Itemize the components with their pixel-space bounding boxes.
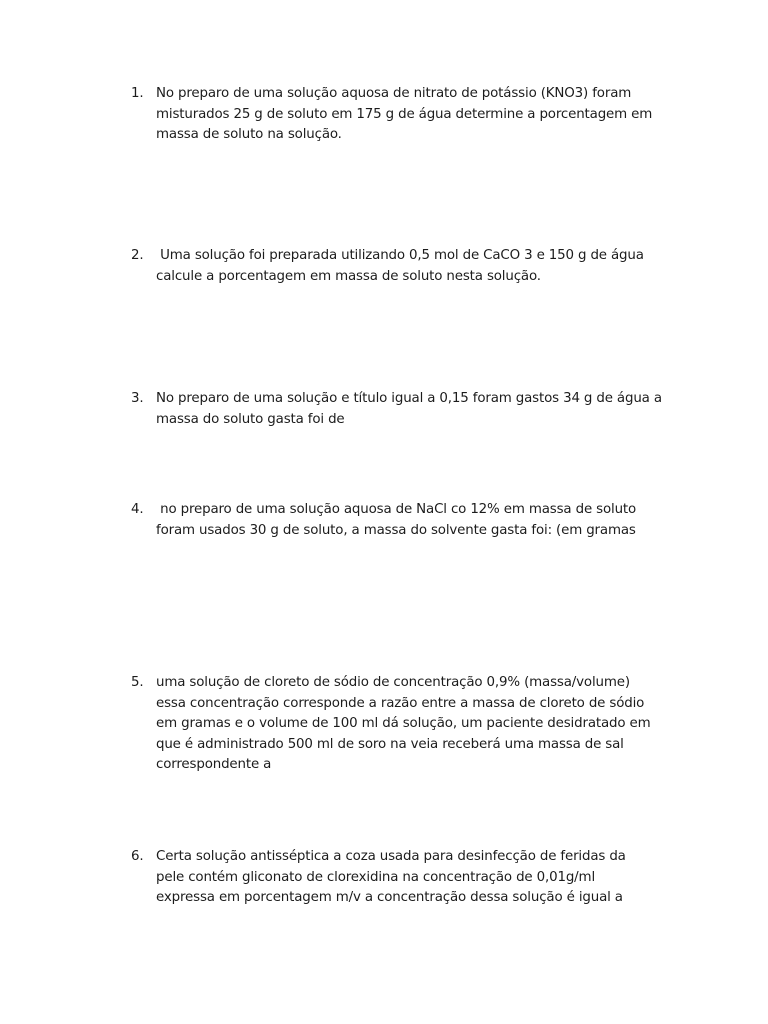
question-number: 6. — [131, 849, 144, 864]
question-number: 1. — [131, 86, 144, 101]
question-6 — [131, 847, 671, 909]
question-number: 5. — [131, 675, 144, 690]
question-text-line: em gramas e o volume de 100 ml dá solução, um paciente desidratado em — [156, 716, 651, 732]
question-text-line: uma solução de cloreto de sódio de concentração 0,9% (massa/volume) — [156, 675, 630, 690]
question-text-line: Certa solução antisséptica a coza usada para desinfecção de feridas da — [156, 849, 626, 864]
question-1 — [131, 84, 671, 146]
question-text-line: pele contém gliconato de clorexidina na concentração de 0,01g/ml — [156, 869, 596, 885]
question-text-line: misturados 25 g de soluto em 175 g de água determine a porcentagem em — [156, 106, 653, 122]
question-text-line: Uma solução foi preparada utilizando 0,5 mol de CaCO 3 e 150 g de água — [156, 248, 644, 263]
question-text-line: essa concentração corresponde a razão entre a massa de cloreto de sódio — [156, 695, 645, 711]
question-text-line: foram usados 30 g de soluto, a massa do solvente gasta foi: (em gramas — [156, 522, 636, 538]
question-text-line: calcule a porcentagem em massa de soluto nesta solução. — [156, 268, 541, 284]
question-5 — [131, 673, 671, 776]
question-number: 2. — [131, 248, 144, 263]
question-text-line: No preparo de uma solução aquosa de nitrato de potássio (KNO3) foram — [156, 86, 632, 101]
question-2 — [131, 246, 671, 287]
question-4 — [131, 500, 671, 541]
question-number: 3. — [131, 391, 144, 406]
question-text-line: massa do soluto gasta foi de — [156, 411, 345, 427]
question-text-line: massa de soluto na solução. — [156, 127, 342, 143]
question-text-line: que é administrado 500 ml de soro na veia receberá uma massa de sal — [156, 736, 624, 752]
question-number: 4. — [131, 502, 144, 517]
question-text-line: No preparo de uma solução e título igual a 0,15 foram gastos 34 g de água a — [156, 391, 662, 406]
question-3 — [131, 389, 671, 430]
question-text-line: correspondente a — [156, 757, 272, 773]
question-text-line: no preparo de uma solução aquosa de NaCl co 12% em massa de soluto — [156, 502, 637, 517]
question-text-line: expressa em porcentagem m/v a concentração dessa solução é igual a — [156, 890, 623, 906]
